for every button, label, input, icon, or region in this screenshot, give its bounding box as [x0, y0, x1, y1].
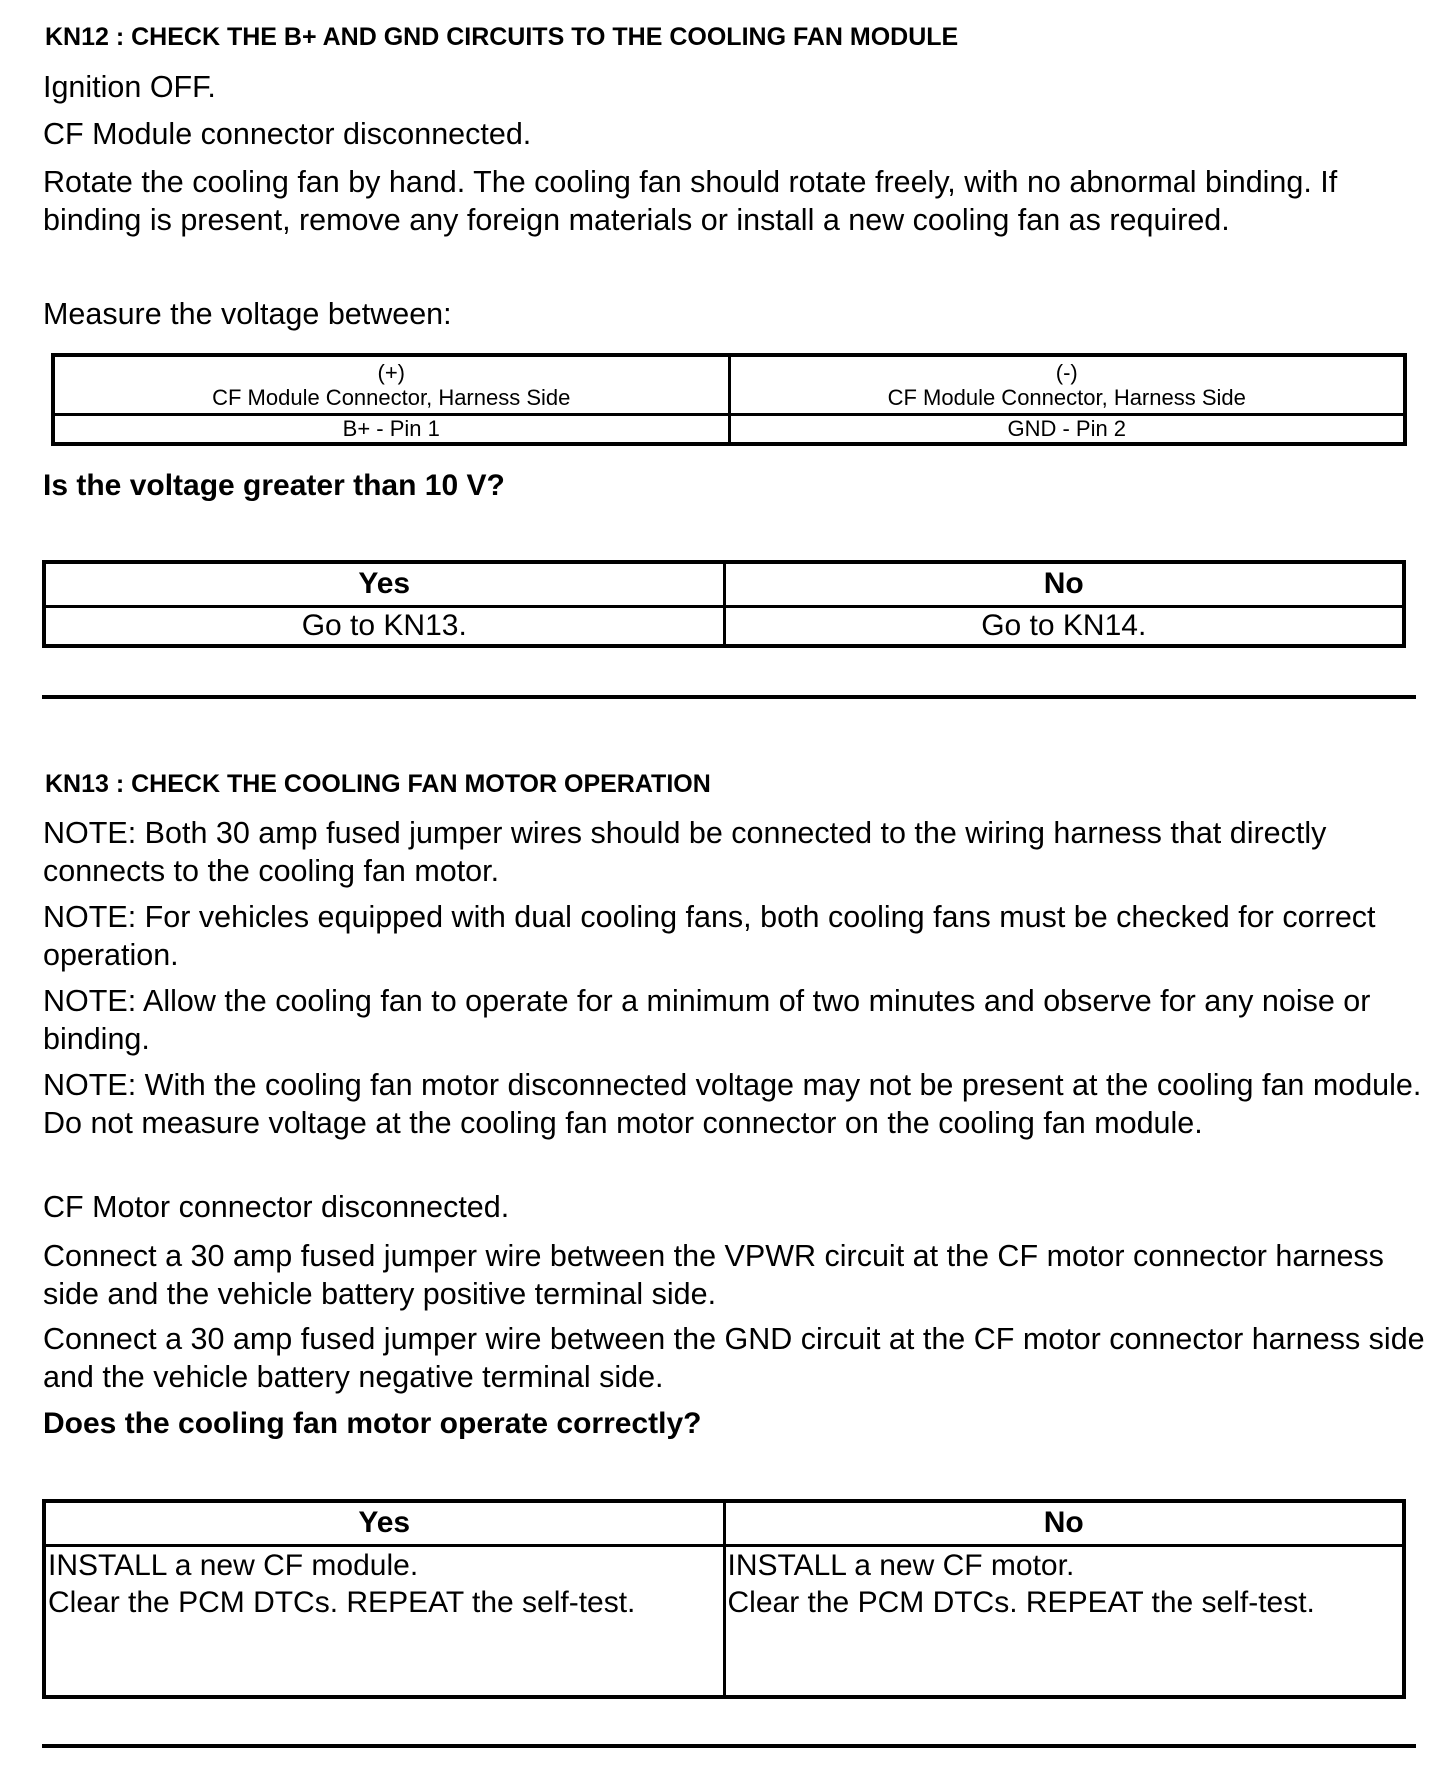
- kn13-question: Does the cooling fan motor operate correctly?: [43, 1407, 702, 1440]
- section-divider: [42, 695, 1416, 699]
- step-measure-voltage: Measure the voltage between:: [43, 297, 452, 331]
- positive-header: (+) CF Module Connector, Harness Side: [53, 355, 729, 414]
- yes-action: INSTALL a new CF module. Clear the PCM DTCs. REPEAT the self-test.: [44, 1545, 724, 1697]
- no-action: Go to KN14.: [724, 606, 1404, 646]
- kn13-result-table: [42, 1499, 1406, 1699]
- positive-pin: B+ - Pin 1: [53, 414, 729, 444]
- step-motor-disconnected: CF Motor connector disconnected.: [43, 1190, 510, 1224]
- note-operate-duration: NOTE: Allow the cooling fan to operate for a minimum of two minutes and observe for any noise or binding.: [43, 984, 1371, 1056]
- step-rotate-fan: Rotate the cooling fan by hand. The cooling fan should rotate freely, with no abnormal binding. If binding is present, remove any foreign materials or install a new cooling fan as required.: [43, 165, 1338, 237]
- negative-header: (-) CF Module Connector, Harness Side: [729, 355, 1405, 414]
- no-header: No: [724, 1501, 1404, 1545]
- kn12-question: Is the voltage greater than 10 V?: [43, 469, 505, 502]
- step-connect-gnd: Connect a 30 amp fused jumper wire between the GND circuit at the CF motor connector harness side and the vehicle battery negative terminal side.: [43, 1322, 1425, 1394]
- kn12-title: KN12 : CHECK THE B+ AND GND CIRCUITS TO THE COOLING FAN MODULE: [45, 23, 959, 51]
- note-jumper-wires: NOTE: Both 30 amp fused jumper wires should be connected to the wiring harness that directly connects to the cooling fan motor.: [43, 816, 1327, 888]
- kn12-result-table: [42, 560, 1406, 648]
- kn13-title: KN13 : CHECK THE COOLING FAN MOTOR OPERATION: [45, 770, 711, 798]
- negative-pin: GND - Pin 2: [729, 414, 1405, 444]
- yes-header: Yes: [44, 1501, 724, 1545]
- yes-header: Yes: [44, 562, 724, 606]
- section-divider-bottom: [42, 1744, 1416, 1748]
- step-module-disconnected: CF Module connector disconnected.: [43, 117, 532, 151]
- no-action: INSTALL a new CF motor. Clear the PCM DTCs. REPEAT the self-test.: [724, 1545, 1404, 1697]
- step-ignition-off: Ignition OFF.: [43, 70, 216, 104]
- note-voltage-not-present: NOTE: With the cooling fan motor disconnected voltage may not be present at the cooling fan module. Do not measure voltage at the cooling fan motor connector on the cooling fan module.: [43, 1068, 1422, 1140]
- measure-table: [51, 353, 1407, 446]
- note-dual-fans: NOTE: For vehicles equipped with dual cooling fans, both cooling fans must be checked for correct operation.: [43, 900, 1376, 972]
- no-header: No: [724, 562, 1404, 606]
- step-connect-vpwr: Connect a 30 amp fused jumper wire between the VPWR circuit at the CF motor connector harness side and the vehicle battery positive terminal side.: [43, 1239, 1384, 1311]
- yes-action: Go to KN13.: [44, 606, 724, 646]
